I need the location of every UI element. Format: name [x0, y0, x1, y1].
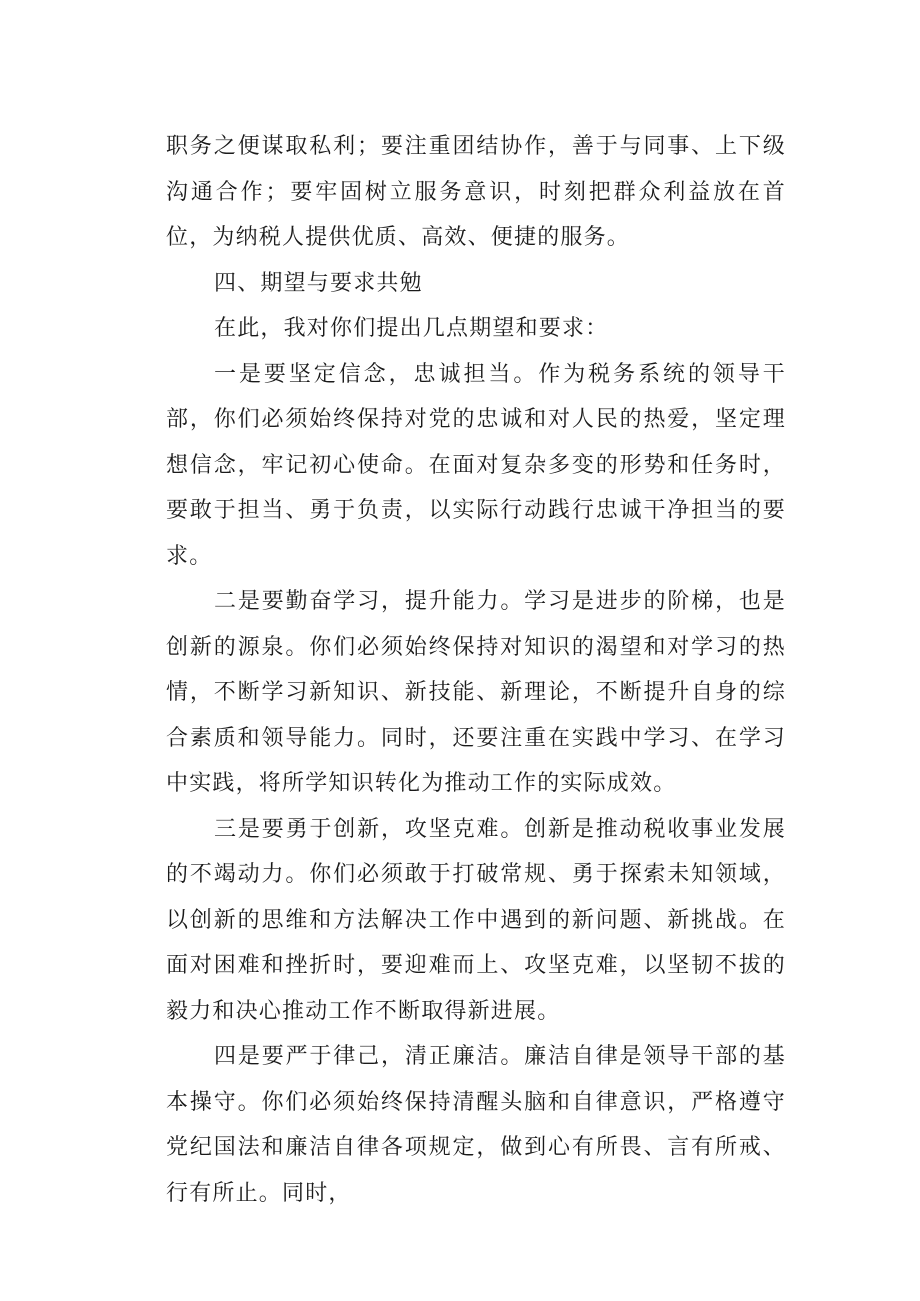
- paragraph-point-3: 三是要勇于创新，攻坚克难。创新是推动税收事业发展的不竭动力。你们必须敢于打破常规、勇于探索未知领域，以创新的思维和方法解决工作中遇到的新问题、新挑战。在面对困难和挫折时，要迎难而上、攻坚克难，以坚韧不拔的毅力和决心推动工作不断取得新进展。: [166, 816, 786, 1024]
- paragraph-intro: 在此，我对你们提出几点期望和要求：: [214, 316, 609, 341]
- paragraph-continuation: 职务之便谋取私利；要注重团结协作，善于与同事、上下级沟通合作；要牢固树立服务意识，时刻把群众利益放在首位，为纳税人提供优质、高效、便捷的服务。: [166, 134, 786, 250]
- paragraph-point-4: 四是要严于律己，清正廉洁。廉洁自律是领导干部的基本操守。你们必须始终保持清醒头脑和自律意识，严格遵守党纪国法和廉洁自律各项规定，做到心有所畏、言有所戒、行有所止。同时，: [166, 1044, 786, 1206]
- paragraph-point-1: 一是要坚定信念，忠诚担当。作为税务系统的领导干部，你们必须始终保持对党的忠诚和对人民的热爱，坚定理想信念，牢记初心使命。在面对复杂多变的形势和任务时，要敢于担当、勇于负责，以实际行动践行忠诚干净担当的要求。: [166, 361, 786, 569]
- section-heading: 四、期望与要求共勉: [214, 270, 423, 296]
- document-body: [166, 124, 786, 1216]
- paragraph-point-2: 二是要勤奋学习，提升能力。学习是进步的阶梯，也是创新的源泉。你们必须始终保持对知识的渴望和对学习的热情，不断学习新知识、新技能、新理论，不断提升自身的综合素质和领导能力。同时，还要注重在实践中学习、在学习中实践，将所学知识转化为推动工作的实际成效。: [166, 589, 786, 796]
